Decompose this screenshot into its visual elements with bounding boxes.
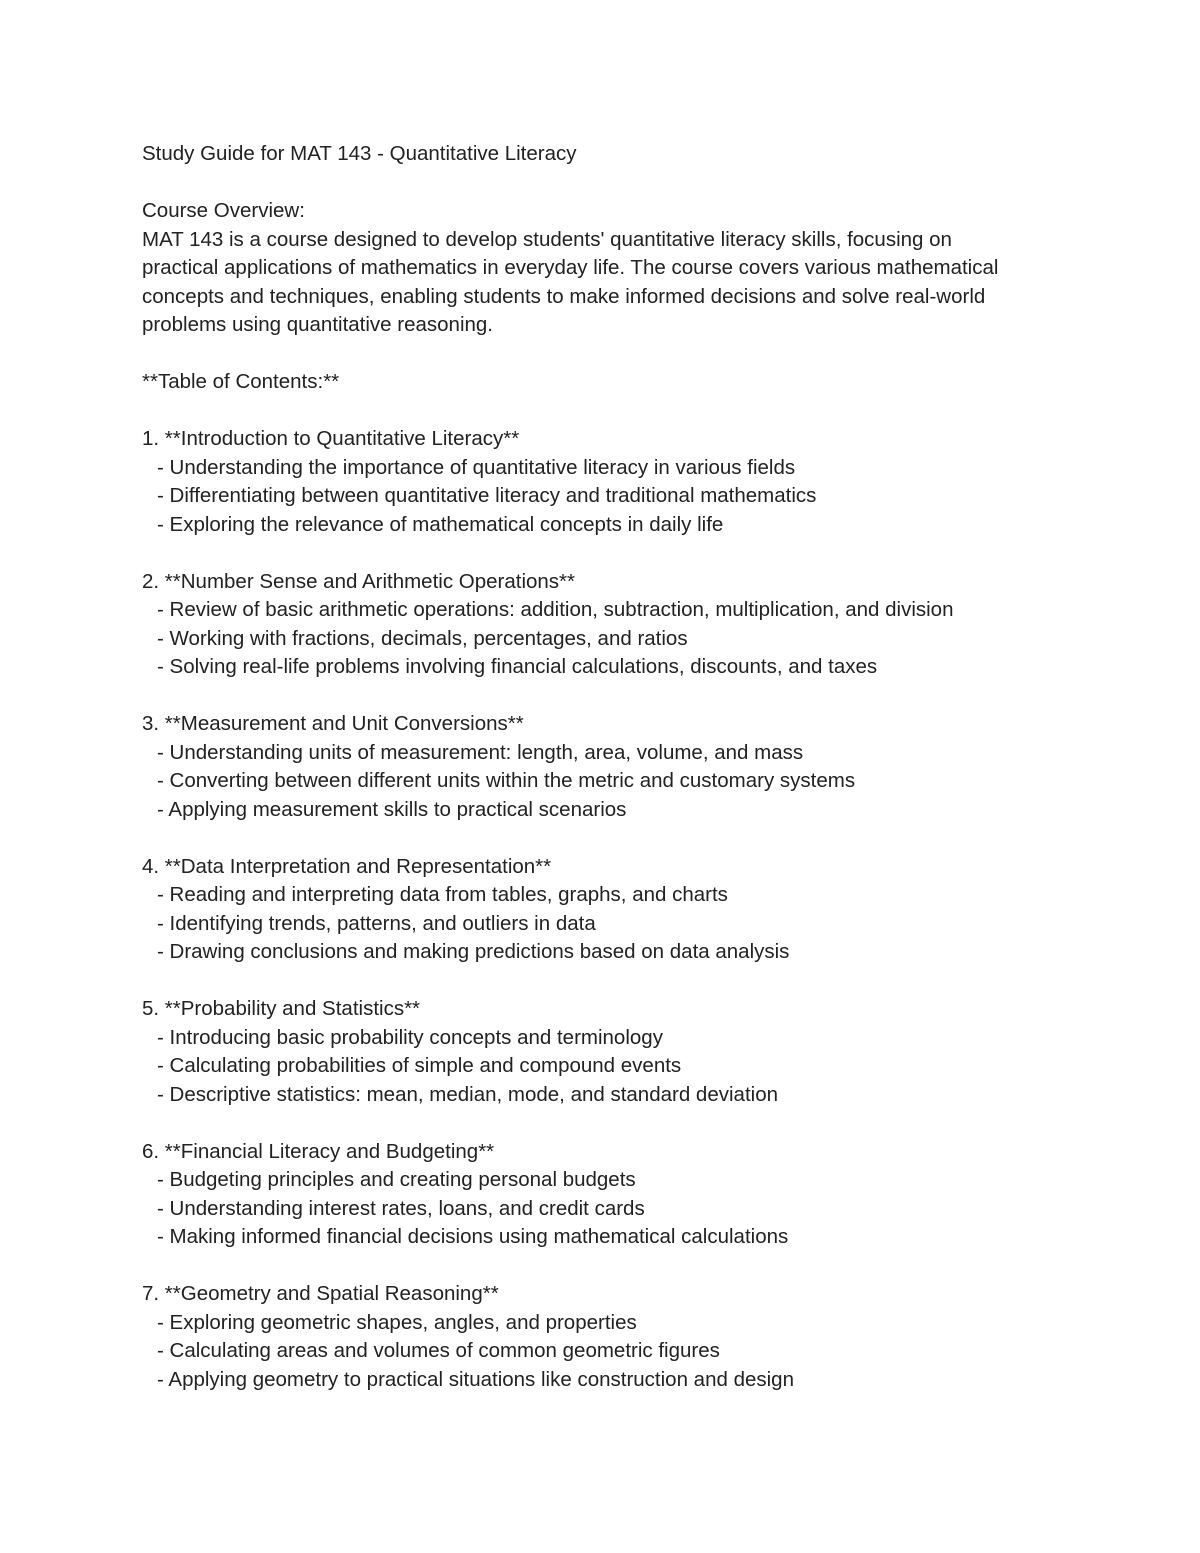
spacer (142, 340, 1102, 369)
spacer (142, 967, 1102, 996)
document-title: Study Guide for MAT 143 - Quantitative Literacy (142, 142, 577, 165)
section-bullet: - Reading and interpreting data from tables, graphs, and charts (157, 883, 728, 906)
section-heading: 4. **Data Interpretation and Representation** (142, 854, 552, 878)
section-bullet: - Calculating probabilities of simple and compound events (157, 1054, 682, 1077)
section-bullet: - Exploring geometric shapes, angles, and properties (157, 1310, 637, 1334)
document-body (142, 140, 1102, 1394)
spacer (142, 1252, 1102, 1281)
section-bullet: - Understanding interest rates, loans, and credit cards (157, 1196, 645, 1220)
toc-section (142, 1138, 1102, 1252)
section-bullet: - Making informed financial decisions using mathematical calculations (157, 1225, 789, 1248)
spacer (142, 824, 1102, 853)
toc-section (142, 568, 1102, 682)
section-bullet: - Working with fractions, decimals, percentages, and ratios (157, 626, 688, 650)
section-bullet: - Identifying trends, patterns, and outliers in data (157, 911, 596, 935)
section-bullet: - Exploring the relevance of mathematical concepts in daily life (157, 512, 724, 536)
toc-section (142, 1280, 1102, 1394)
section-bullet: - Converting between different units within the metric and customary systems (157, 769, 856, 792)
spacer (142, 1109, 1102, 1138)
overview-line: concepts and techniques, enabling students to make informed decisions and solve real-world (142, 284, 986, 308)
section-bullet: - Differentiating between quantitative literacy and traditional mathematics (157, 484, 817, 507)
overview-line: MAT 143 is a course designed to develop students' quantitative literacy skills, focusing on (142, 227, 952, 251)
toc-section (142, 853, 1102, 967)
section-heading: 3. **Measurement and Unit Conversions** (142, 712, 524, 735)
section-bullet: - Budgeting principles and creating personal budgets (157, 1168, 636, 1191)
section-bullet: - Understanding units of measurement: length, area, volume, and mass (157, 740, 804, 764)
spacer (142, 682, 1102, 711)
section-heading: 7. **Geometry and Spatial Reasoning** (142, 1282, 499, 1305)
section-bullet: - Applying measurement skills to practical scenarios (157, 797, 627, 821)
toc-heading: **Table of Contents:** (142, 370, 340, 393)
section-bullet: - Introducing basic probability concepts and terminology (157, 1025, 663, 1049)
section-bullet: - Calculating areas and volumes of common geometric figures (157, 1339, 720, 1362)
section-bullet: - Applying geometry to practical situations like construction and design (157, 1367, 794, 1391)
overview-heading: Course Overview: (142, 199, 305, 222)
overview-line: practical applications of mathematics in everyday life. The course covers various mathematical (142, 256, 999, 279)
section-bullet: - Drawing conclusions and making predictions based on data analysis (157, 940, 790, 963)
spacer (142, 539, 1102, 568)
overview-line: problems using quantitative reasoning. (142, 313, 493, 336)
toc-section (142, 425, 1102, 539)
section-bullet: - Understanding the importance of quantitative literacy in various fields (157, 455, 796, 479)
spacer (142, 397, 1102, 426)
section-heading: 1. **Introduction to Quantitative Literacy** (142, 427, 520, 450)
spacer (142, 169, 1102, 198)
toc-section (142, 710, 1102, 824)
toc-section (142, 995, 1102, 1109)
section-heading: 6. **Financial Literacy and Budgeting** (142, 1139, 495, 1163)
section-bullet: - Solving real-life problems involving financial calculations, discounts, and taxes (157, 655, 878, 678)
section-heading: 2. **Number Sense and Arithmetic Operations** (142, 569, 576, 593)
section-heading: 5. **Probability and Statistics** (142, 997, 421, 1020)
section-bullet: - Review of basic arithmetic operations: addition, subtraction, multiplication, and division (157, 598, 954, 621)
section-bullet: - Descriptive statistics: mean, median, mode, and standard deviation (157, 1082, 778, 1106)
